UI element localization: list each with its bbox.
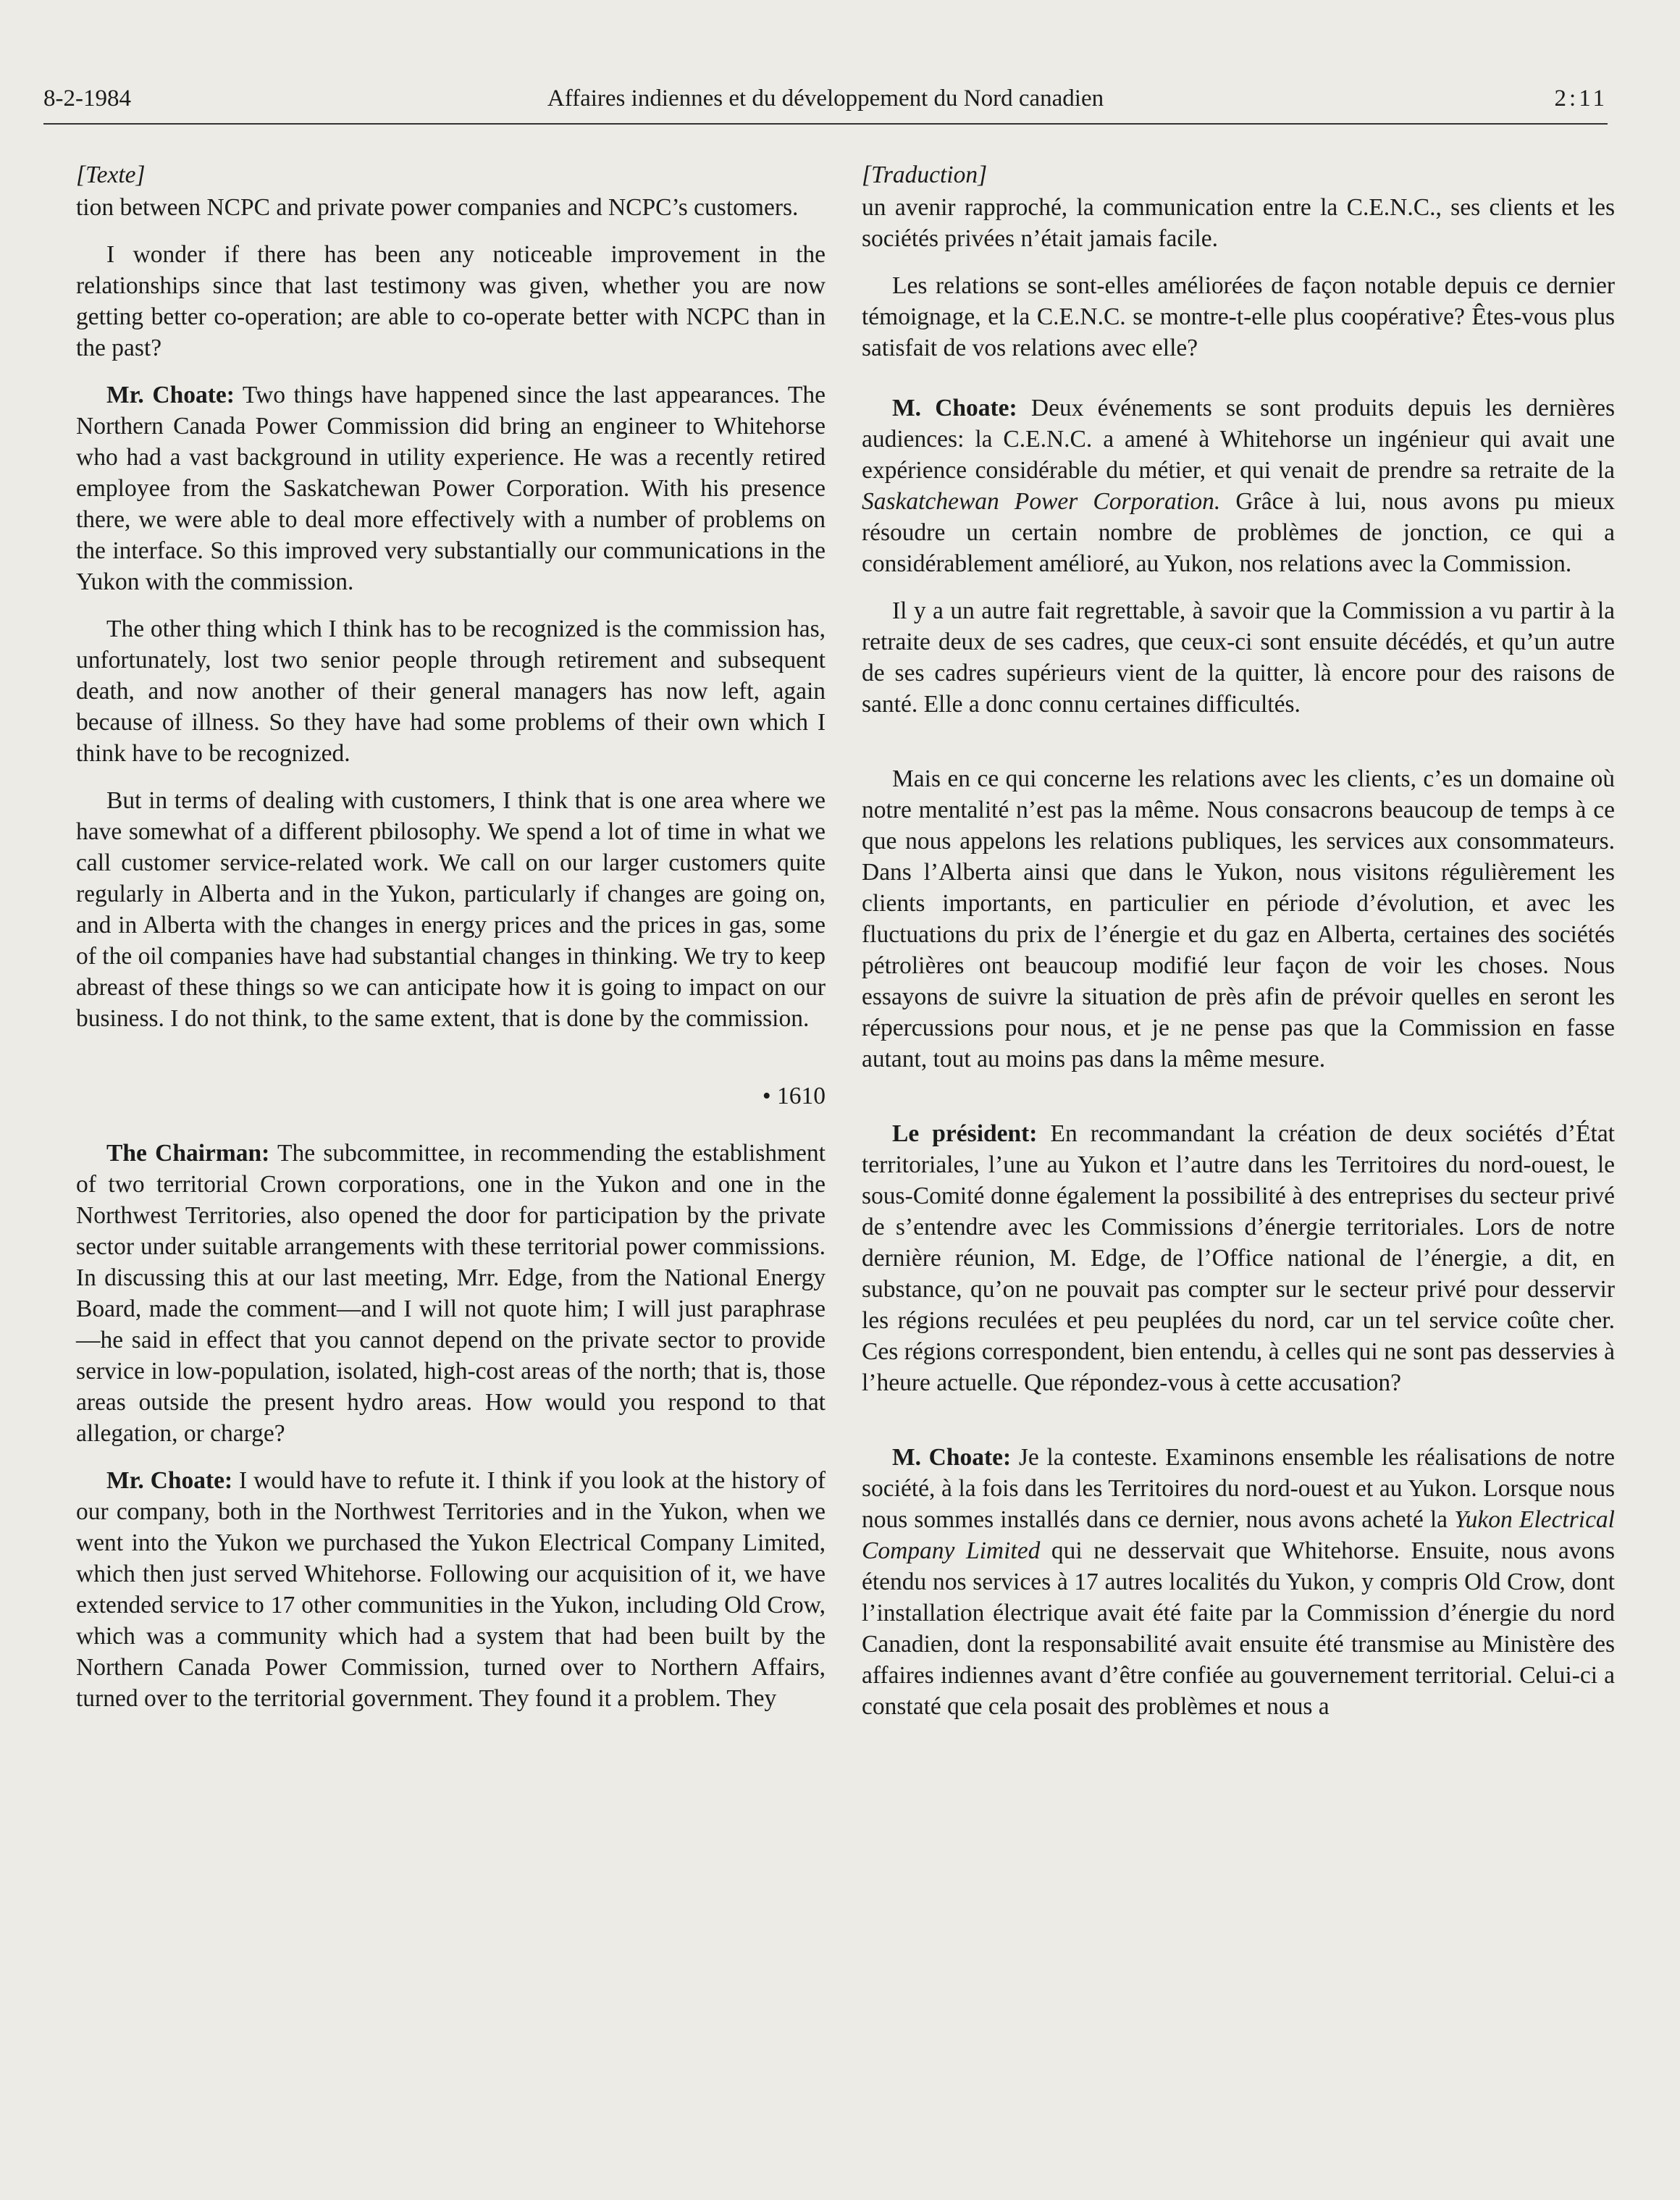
speech-text: The subcommittee, in recommending the establishment of two territorial Crown corporations, one in the Yukon and one in the Northwest Territories, also opened the door for participation by the private sector under suitable arrangements with these territorial power commissions. In discussing this at our last meeting, Mrr. Edge, from the National Energy Board, made the comment—and I will not quote him; I will just paraphrase—he said in effect that you cannot depend on the private sector to provide service in low-population, isolated, high-cost areas of the north; that is, those areas outside the present hydro areas. How would you respond to that allegation, or charge?: [76, 1140, 826, 1447]
speaker-name: M. Choate:: [892, 395, 1017, 421]
speech-text: Deux événements se sont produits depuis les dernières audiences: la C.E.N.C. a amené à Whitehorse un ingénieur qui avait une expérience considérable du métier, et qui venait de prendre sa retraite de la: [862, 395, 1615, 484]
speech-paragraph: [862, 1442, 1615, 1722]
speech-paragraph: [76, 379, 826, 597]
speech-text: qui ne desservait que Whitehorse. Ensuite, nous avons étendu nos services à 17 autres localités du Yukon, y compris Old Crow, dont l’installation électrique avait été faite par la Commission d’énergie du nord Canadien, dont la responsabilité avait ensuite été transmise au Ministère des affaires indiennes avant d’être confiée au gouvernement territorial. Celui-ci a constaté que cela posait des problèmes et nous a: [862, 1537, 1615, 1720]
speech-text-italic: Yukon Electrical Company Limited: [862, 1506, 1615, 1564]
speech-text: Je la conteste. Examinons ensemble les réalisations de notre société, à la fois dans les Territoires du nord-ouest et au Yukon. Lorsque nous nous sommes installés dans ce dernier, nous avons acheté la: [862, 1444, 1616, 1533]
speaker-name: Mr. Choate:: [106, 382, 235, 408]
speech-paragraph: [862, 1118, 1615, 1398]
paragraph: The other thing which I think has to be recognized is the commission has, unfortunately, lost two senior people through retirement and subsequent death, and now another of their general managers has now left, again because of illness. So they have had some problems of their own which I think have to be recognized.: [76, 616, 826, 767]
speaker-name: Mr. Choate:: [106, 1467, 233, 1494]
speech-paragraph: [76, 1138, 826, 1449]
speaker-name: Le président:: [892, 1120, 1038, 1147]
speech-text: Grâce à lui, nous avons pu mieux résoudre un certain nombre de problèmes de jonction, ce qui a considérablement amélioré, au Yukon, nos relations avec la Commission.: [862, 488, 1615, 577]
paragraph: Mais en ce qui concerne les relations avec les clients, c’es un domaine où notre mentalité n’est pas la même. Nous consacrons beaucoup de temps à ce que nous appelons les relations publiques, les services aux consommateurs. Dans l’Alberta ainsi que dans le Yukon, nous visitons régulièrement les clients importants, en particulier en période d’évolution, et avec les fluctuations du prix de l’énergie et du gaz en Alberta, certaines des sociétés pétrolières ont beaucoup modifié leur façon de voir les choses. Nous essayons de suivre la situation de près afin de prévoir quelles en seront les répercussions pour nous, et je ne pense pas que la Commission en fasse autant, tout au moins pas dans la même mesure.: [862, 765, 1615, 1072]
paragraph: But in terms of dealing with customers, I think that is one area where we have somewhat of a different pbilosophy. We spend a lot of time in what we call customer service-related work. We call on our larger customers quite regularly in Alberta and in the Yukon, particularly if changes are going on, and in Alberta with the changes in energy prices and the prices in gas, some of the oil companies have had substantial changes in thinking. We try to keep abreast of these things so we can anticipate how it is going to impact on our business. I do not think, to the same extent, that is done by the commission.: [76, 787, 826, 1032]
section-label-texte: [Texte]: [76, 161, 146, 188]
speech-paragraph: [862, 392, 1615, 579]
speaker-name: M. Choate:: [892, 1444, 1012, 1471]
paragraph: Les relations se sont-elles améliorées de façon notable depuis ce dernier témoignage, et la C.E.N.C. se montre-t-elle plus coopérative? Êtes-vous plus satisfait de vos relations avec elle?: [862, 272, 1615, 361]
header-date: 8-2-1984: [43, 85, 131, 112]
header-title: Affaires indiennes et du développement du Nord canadien: [547, 85, 1104, 112]
speech-text: Two things have happened since the last appearances. The Northern Canada Power Commission did bring an engineer to Whitehorse who had a vast background in utility experience. He was a recently retired employee from the Saskatchewan Power Corporation. With his presence there, we were able to deal more effectively with a number of problems on the interface. So this improved very substantially our communications in the Yukon with the commission.: [76, 382, 826, 595]
paragraph: Il y a un autre fait regrettable, à savoir que la Commission a vu partir à la retraite deux de ses cadres, que ceux-ci sont ensuite décédés, et qu’un autre de ses cadres supérieurs vient de la quitter, là encore pour des raisons de santé. Elle a donc connu certaines difficultés.: [862, 597, 1615, 718]
paragraph: un avenir rapproché, la communication entre la C.E.N.C., ses clients et les sociétés privées n’était jamais facile.: [862, 194, 1615, 252]
french-column: [862, 159, 1615, 1738]
speech-text-italic: Saskatchewan Power Corporation.: [862, 488, 1221, 515]
speaker-name: The Chairman:: [106, 1140, 270, 1167]
paragraph: I wonder if there has been any noticeable improvement in the relationships since that last testimony was given, whether you are now getting better co-operation; are able to co-operate better with NCPC than in the past?: [76, 241, 826, 361]
header-page-number: 2:11: [1554, 85, 1608, 112]
section-label-traduction: [Traduction]: [862, 161, 988, 188]
time-marker: • 1610: [762, 1083, 826, 1109]
speech-text: I would have to refute it. I think if you look at the history of our company, both in the Northwest Territories and in the Yukon, when we went into the Yukon we purchased the Yukon Electrical Company Limited, which then just served Whitehorse. Following our acquisition of it, we have extended service to 17 other communities in the Yukon, including Old Crow, which was a community which had a system that had been built by the Northern Canada Power Commission, turned over to Northern Affairs, turned over to the territorial government. They found it a problem. They: [76, 1467, 826, 1712]
paragraph: tion between NCPC and private power companies and NCPC’s customers.: [76, 194, 799, 221]
speech-text: En recommandant la création de deux sociétés d’État territoriales, l’une au Yukon et l’autre dans les Territoires du nord-ouest, le sous-Comité donne également la possibilité à des entreprises du secteur privé de s’entendre avec les Commissions d’énergie territoriales. Lors de notre dernière réunion, M. Edge, de l’Office national de l’énergie, a dit, en substance, qu’on ne pouvait pas compter sur le secteur privé pour desservir les régions reculées et peu peuplées du nord, car un tel service coûte cher. Ces régions correspondent, bien entendu, à celles qui ne sont pas desservies à l’heure actuelle. Que répondez-vous à cette accusation?: [862, 1120, 1615, 1396]
english-column: [76, 159, 826, 1730]
speech-paragraph: [76, 1465, 826, 1714]
running-header: [43, 85, 1608, 125]
